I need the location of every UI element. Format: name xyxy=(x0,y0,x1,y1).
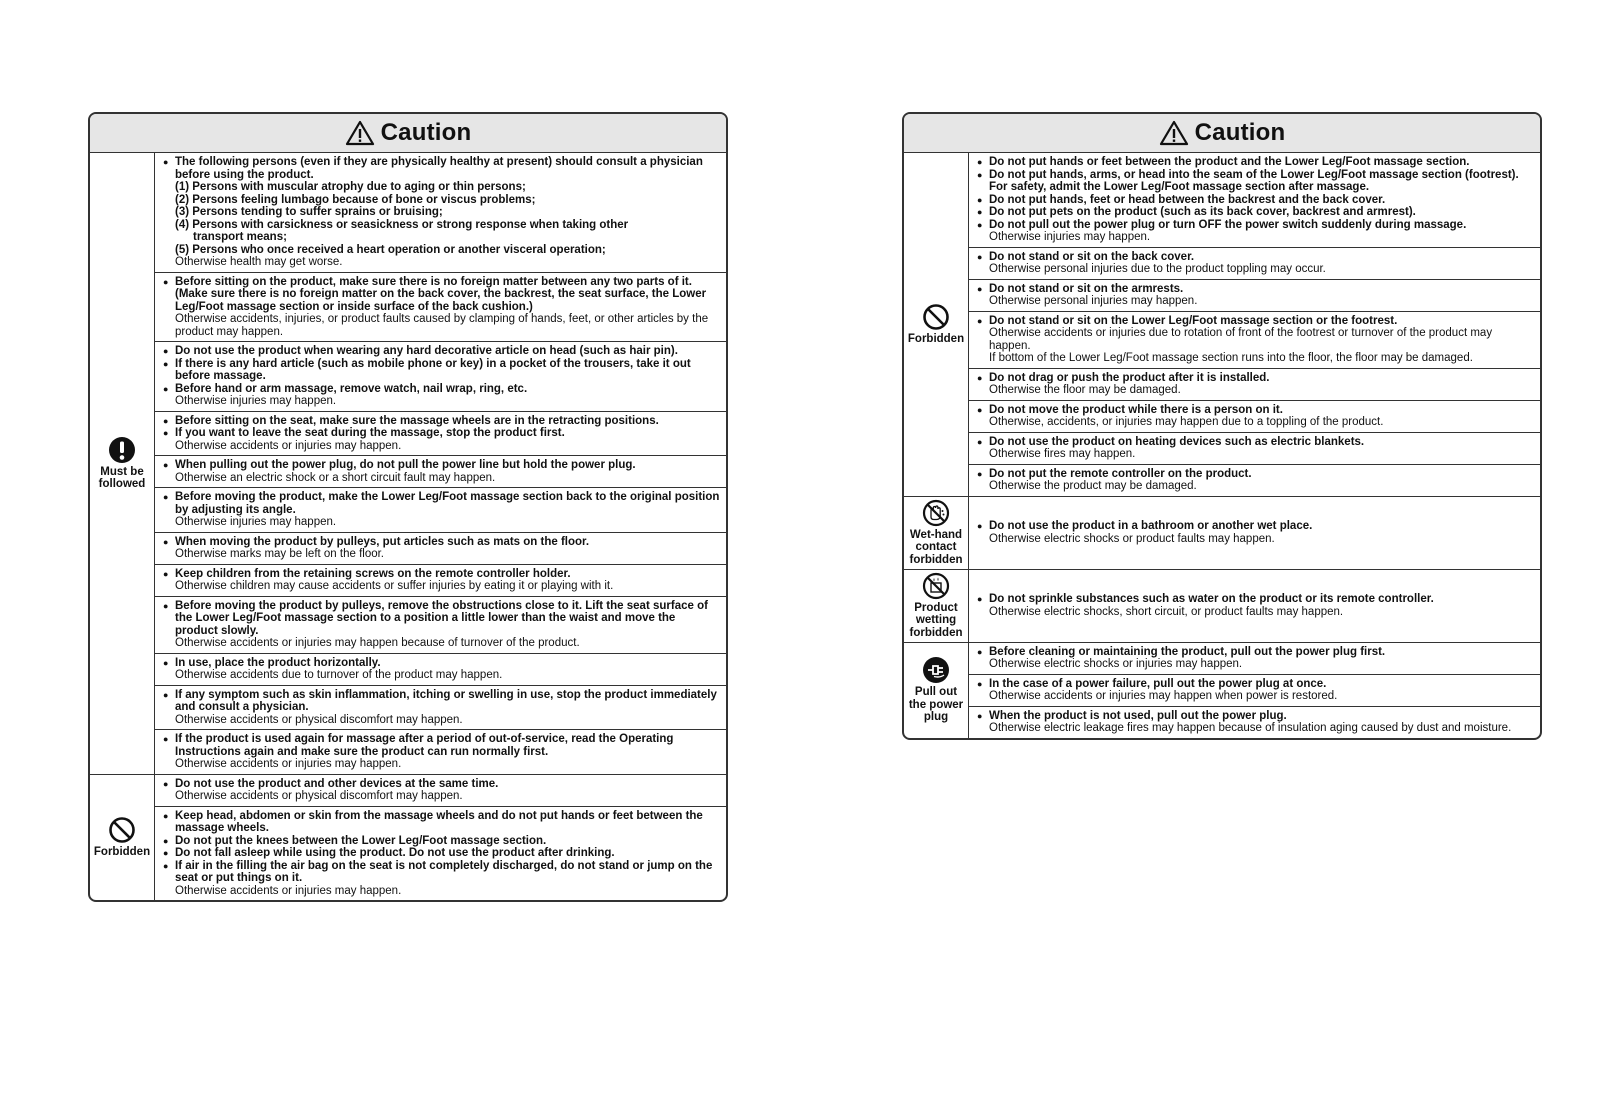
bullet-text: When the product is not used, pull out the power plug. xyxy=(989,709,1287,722)
bullet-point xyxy=(163,568,720,581)
bullet-point xyxy=(163,427,720,440)
section-items xyxy=(969,497,1540,569)
section-symbol xyxy=(904,643,969,738)
consequence-note: Otherwise marks may be left on the floor. xyxy=(175,548,385,560)
bullet-dot-icon: ● xyxy=(977,207,983,217)
caution-item xyxy=(155,153,726,273)
bullet-dot-icon: ● xyxy=(977,169,983,180)
consequence-note: Otherwise electric shocks or product faults may happen. xyxy=(989,532,1275,545)
bullet-text: Keep head, abdomen or skin from the massage wheels and do not put hands or feet between the massage wheels. xyxy=(175,809,703,834)
bullet-text: Do not drag or push the product after it is installed. xyxy=(989,371,1270,384)
bold-line: transport means; xyxy=(193,231,287,243)
bullet-text: Before moving the product, make the Lower Leg/Foot massage section back to the original position by adjusting its angle. xyxy=(175,491,720,516)
consequence-note: If bottom of the Lower Leg/Foot massage section runs into the floor, the floor may be damaged. xyxy=(989,352,1473,364)
caution-item xyxy=(969,248,1540,280)
bullet-text: The following persons (even if they are physically healthy at present) should consult a physician before using the product. xyxy=(175,156,703,181)
bullet-text: In the case of a power failure, pull out the power plug at once. xyxy=(989,677,1327,690)
consequence-note: Otherwise the floor may be damaged. xyxy=(989,384,1181,396)
bullet-dot-icon: ● xyxy=(163,536,169,547)
section-symbol xyxy=(90,153,155,774)
consequence-note: Otherwise the product may be damaged. xyxy=(989,480,1197,492)
warning-triangle-icon xyxy=(1159,120,1189,146)
unplug-icon xyxy=(922,656,950,686)
bullet-point xyxy=(977,315,1534,328)
caution-item xyxy=(969,707,1540,738)
bullet-dot-icon: ● xyxy=(163,835,169,846)
bullet-dot-icon: ● xyxy=(977,372,983,383)
bullet-text: Do not move the product while there is a person on it. xyxy=(989,403,1283,416)
bullet-dot-icon: ● xyxy=(163,383,169,394)
caution-item xyxy=(969,369,1540,401)
caution-item xyxy=(155,775,726,807)
consequence-note: Otherwise injuries may happen. xyxy=(175,516,337,528)
consequence-note: Otherwise accidents or physical discomfort may happen. xyxy=(175,790,463,802)
bullet-point xyxy=(977,156,1534,169)
bullet-text: Do not put pets on the product (such as its back cover, backrest and armrest). xyxy=(989,206,1416,218)
section-items xyxy=(155,775,726,901)
prohibited-icon xyxy=(922,303,950,333)
bullet-text: Do not pull out the power plug or turn OFF the power switch suddenly during massage. xyxy=(989,218,1467,231)
bullet-dot-icon: ● xyxy=(163,810,169,821)
bullet-dot-icon: ● xyxy=(977,594,983,604)
caution-item xyxy=(155,807,726,901)
caution-item xyxy=(969,570,1540,642)
bullet-point xyxy=(163,810,720,835)
bullet-dot-icon: ● xyxy=(977,436,983,447)
section-items xyxy=(155,153,726,774)
caution-item xyxy=(969,465,1540,496)
bullet-text: Do not put the knees between the Lower Leg/Foot massage section. xyxy=(175,834,547,847)
caution-item xyxy=(155,488,726,533)
section-label: Forbidden xyxy=(907,333,965,345)
consequence-note: Otherwise personal injuries due to the product toppling may occur. xyxy=(989,263,1326,275)
panel-body xyxy=(904,153,1540,738)
consequence-note: Otherwise children may cause accidents or suffer injuries by eating it or playing with it. xyxy=(175,580,614,592)
bullet-dot-icon: ● xyxy=(977,646,983,657)
bold-line: (1) Persons with muscular atrophy due to aging or thin persons; xyxy=(175,181,526,193)
bullet-dot-icon: ● xyxy=(977,251,983,262)
caution-item xyxy=(969,280,1540,312)
bullet-dot-icon: ● xyxy=(977,468,983,479)
caution-section xyxy=(904,153,1540,497)
caution-item xyxy=(969,153,1540,248)
caution-item xyxy=(155,273,726,343)
bullet-dot-icon: ● xyxy=(163,276,169,287)
caution-section xyxy=(904,570,1540,643)
bullet-text: Do not put hands, arms, or head into the seam of the Lower Leg/Foot massage section (footrest). xyxy=(989,168,1519,181)
bullet-dot-icon: ● xyxy=(163,860,169,871)
bullet-text: If any symptom such as skin inflammation, itching or swelling in use, stop the product immediately and consult a physician. xyxy=(175,688,717,713)
bullet-text: Do not stand or sit on the Lower Leg/Foot massage section or the footrest. xyxy=(989,314,1398,327)
bullet-point xyxy=(977,468,1534,481)
bullet-text: If there is any hard article (such as mobile phone or key) in a pocket of the trousers, take it out before massage. xyxy=(175,357,691,382)
consequence-note: Otherwise accidents due to turnover of the product may happen. xyxy=(175,669,503,681)
consequence-note: Otherwise electric shocks or injuries may happen. xyxy=(989,658,1243,670)
bullet-dot-icon: ● xyxy=(163,346,169,356)
panel-header xyxy=(904,114,1540,153)
caution-panel-right xyxy=(902,112,1542,740)
bullet-point xyxy=(977,520,1534,533)
consequence-note: Otherwise fires may happen. xyxy=(989,448,1136,460)
section-symbol xyxy=(904,153,969,496)
bullet-dot-icon: ● xyxy=(163,460,169,470)
bullet-dot-icon: ● xyxy=(163,600,169,611)
bold-line: (4) Persons with carsickness or seasickness or strong response when taking other xyxy=(175,218,629,231)
bullet-dot-icon: ● xyxy=(977,194,983,205)
section-label: Product wetting forbidden xyxy=(909,601,963,639)
consequence-note: Otherwise accidents or injuries may happen because of turnover of the product. xyxy=(175,637,580,649)
caution-item xyxy=(155,412,726,457)
consequence-note: Otherwise an electric shock or a short circuit fault may happen. xyxy=(175,471,496,484)
caution-item xyxy=(155,565,726,597)
caution-item xyxy=(155,686,726,731)
bullet-text: Do not use the product in a bathroom or another wet place. xyxy=(989,520,1313,532)
bullet-text: If air in the filling the air bag on the seat is not completely discharged, do not stand or jump on the seat or put things on it. xyxy=(175,859,713,884)
bullet-dot-icon: ● xyxy=(977,710,983,721)
bullet-point xyxy=(163,600,720,638)
bullet-text: Before sitting on the product, make sure there is no foreign matter between any two parts of it. xyxy=(175,275,692,288)
bullet-point xyxy=(163,383,720,396)
consequence-note: Otherwise accidents, injuries, or product faults caused by clamping of hands, feet, or other articles by the product may happen. xyxy=(175,313,709,338)
bullet-point xyxy=(977,710,1534,723)
bullet-dot-icon: ● xyxy=(163,568,169,579)
consequence-note: Otherwise accidents or injuries may happen. xyxy=(175,884,402,897)
warning-triangle-icon xyxy=(345,120,375,146)
bold-line: (2) Persons feeling lumbago because of bone or viscus problems; xyxy=(175,193,536,206)
bullet-dot-icon: ● xyxy=(163,689,169,700)
caution-item xyxy=(155,456,726,488)
bullet-text: If the product is used again for massage after a period of out-of-service, read the Operating Instructions again and make sure the product can run normally first. xyxy=(175,733,674,758)
bullet-text: Do not put hands or feet between the product and the Lower Leg/Foot massage section. xyxy=(989,156,1470,168)
bullet-text: Before moving the product by pulleys, remove the obstructions close to it. Lift the seat surface of the Lower Leg/Foot massage section to a position a little lower than the waist and move the product slowly. xyxy=(175,599,708,637)
panel-title: Caution xyxy=(380,119,472,146)
section-items xyxy=(969,153,1540,496)
section-symbol xyxy=(90,775,155,901)
no-water-icon xyxy=(922,572,950,602)
bullet-text: Do not fall asleep while using the product. Do not use the product after drinking. xyxy=(175,847,615,859)
bullet-dot-icon: ● xyxy=(977,219,983,230)
bullet-point xyxy=(977,194,1534,207)
caution-item xyxy=(155,597,726,654)
bullet-point xyxy=(977,283,1534,296)
consequence-note: Otherwise injuries may happen. xyxy=(175,395,337,407)
bullet-point xyxy=(977,436,1534,449)
panel-body xyxy=(90,153,726,900)
bullet-text: When moving the product by pulleys, put articles such as mats on the floor. xyxy=(175,535,590,548)
bullet-dot-icon: ● xyxy=(977,521,983,531)
bullet-dot-icon: ● xyxy=(163,848,169,858)
consequence-note: Otherwise accidents or injuries may happen when power is restored. xyxy=(989,690,1338,702)
bullet-dot-icon: ● xyxy=(163,157,169,167)
bullet-dot-icon: ● xyxy=(977,404,983,415)
bullet-point xyxy=(163,345,720,358)
bullet-point xyxy=(163,415,720,428)
prohibited-icon xyxy=(108,816,136,846)
consequence-note: Otherwise electric leakage fires may happen because of insulation aging caused by dust and moisture. xyxy=(989,722,1512,734)
caution-item xyxy=(969,643,1540,675)
panel-title: Caution xyxy=(1194,119,1286,146)
caution-section xyxy=(904,497,1540,570)
bullet-text: If you want to leave the seat during the massage, stop the product first. xyxy=(175,427,565,439)
bullet-text: Do not stand or sit on the back cover. xyxy=(989,250,1195,263)
bullet-dot-icon: ● xyxy=(977,157,983,167)
section-label: Must be followed xyxy=(98,465,146,491)
consequence-note: Otherwise health may get worse. xyxy=(175,256,343,268)
bullet-point xyxy=(163,835,720,848)
bullet-point xyxy=(163,358,720,383)
section-symbol xyxy=(904,570,969,642)
wet-hand-forbidden-icon xyxy=(922,499,950,529)
caution-item xyxy=(969,401,1540,433)
bullet-text: Do not put hands, feet or head between the backrest and the back cover. xyxy=(989,193,1386,206)
bullet-dot-icon: ● xyxy=(163,734,169,744)
section-label: Forbidden xyxy=(93,846,151,858)
bullet-point xyxy=(163,491,720,516)
caution-item xyxy=(969,433,1540,465)
bullet-point xyxy=(163,733,720,758)
caution-item xyxy=(155,342,726,412)
bullet-text: Keep children from the retaining screws on the remote controller holder. xyxy=(175,567,571,580)
section-label: Pull out the power plug xyxy=(908,686,964,724)
caution-item xyxy=(969,675,1540,707)
bullet-point xyxy=(977,169,1534,182)
bullet-point xyxy=(977,372,1534,385)
caution-item xyxy=(155,654,726,686)
bullet-text: Before hand or arm massage, remove watch, nail wrap, ring, etc. xyxy=(175,382,528,395)
bullet-point xyxy=(163,689,720,714)
section-symbol xyxy=(904,497,969,569)
bullet-point xyxy=(977,251,1534,264)
bullet-text: Before cleaning or maintaining the product, pull out the power plug first. xyxy=(989,645,1386,658)
bullet-point xyxy=(163,276,720,289)
bullet-text: Before sitting on the seat, make sure the massage wheels are in the retracting positions. xyxy=(175,414,659,427)
consequence-note: Otherwise personal injuries may happen. xyxy=(989,295,1198,307)
mandatory-icon xyxy=(108,436,136,466)
bullet-point xyxy=(163,156,720,181)
bullet-point xyxy=(163,657,720,670)
bullet-point xyxy=(977,219,1534,232)
consequence-note: Otherwise injuries may happen. xyxy=(989,231,1151,243)
bullet-point xyxy=(163,459,720,472)
bullet-dot-icon: ● xyxy=(163,492,169,502)
bullet-point xyxy=(163,778,720,791)
bullet-text: Do not put the remote controller on the product. xyxy=(989,467,1252,480)
bullet-point xyxy=(977,593,1534,606)
consequence-note: Otherwise accidents or physical discomfort may happen. xyxy=(175,713,463,726)
caution-item xyxy=(969,312,1540,369)
bullet-text: In use, place the product horizontally. xyxy=(175,656,381,669)
caution-section xyxy=(904,643,1540,738)
bullet-text: Do not use the product on heating devices such as electric blankets. xyxy=(989,435,1365,448)
bullet-text: Do not stand or sit on the armrests. xyxy=(989,282,1184,295)
bullet-point xyxy=(163,847,720,860)
bullet-text: Do not sprinkle substances such as water on the product or its remote controller. xyxy=(989,593,1434,605)
bullet-dot-icon: ● xyxy=(163,358,169,369)
bold-line: (5) Persons who once received a heart operation or another visceral operation; xyxy=(175,243,606,256)
section-items xyxy=(969,643,1540,738)
caution-section xyxy=(90,775,726,901)
consequence-note: Otherwise accidents or injuries due to rotation of front of the footrest or turnover of the product may happen. xyxy=(989,327,1493,352)
bold-line: (Make sure there is no foreign matter on the back cover, the backrest, the seat surface, the Lower Leg/Foot massage section or inside surface of the back cushion.) xyxy=(175,288,707,313)
bullet-dot-icon: ● xyxy=(977,315,983,326)
consequence-note: Otherwise, accidents, or injuries may happen due to a toppling of the product. xyxy=(989,416,1384,428)
bullet-dot-icon: ● xyxy=(163,657,169,668)
bullet-dot-icon: ● xyxy=(163,428,169,438)
panel-header xyxy=(90,114,726,153)
caution-item xyxy=(155,730,726,774)
bullet-text: When pulling out the power plug, do not pull the power line but hold the power plug. xyxy=(175,459,636,471)
section-items xyxy=(969,570,1540,642)
bullet-dot-icon: ● xyxy=(977,678,983,689)
bold-line: For safety, admit the Lower Leg/Foot massage section after massage. xyxy=(989,181,1370,193)
caution-section xyxy=(90,153,726,775)
bullet-dot-icon: ● xyxy=(163,415,169,426)
bullet-point xyxy=(977,646,1534,659)
section-label: Wet-hand contact forbidden xyxy=(909,528,963,566)
bullet-point xyxy=(977,678,1534,691)
bullet-text: Do not use the product when wearing any hard decorative article on head (such as hair pin). xyxy=(175,345,678,357)
caution-item xyxy=(155,533,726,565)
bullet-point xyxy=(977,206,1534,219)
caution-panel-left xyxy=(88,112,728,902)
bullet-point xyxy=(163,860,720,885)
consequence-note: Otherwise electric shocks, short circuit, or product faults may happen. xyxy=(989,605,1344,618)
bullet-dot-icon: ● xyxy=(163,778,169,789)
bullet-text: Do not use the product and other devices at the same time. xyxy=(175,777,499,790)
bullet-dot-icon: ● xyxy=(977,283,983,294)
bold-line: (3) Persons tending to suffer sprains or bruising; xyxy=(175,206,443,218)
consequence-note: Otherwise accidents or injuries may happen. xyxy=(175,758,402,770)
bullet-point xyxy=(163,536,720,549)
consequence-note: Otherwise accidents or injuries may happen. xyxy=(175,439,402,452)
caution-item xyxy=(969,497,1540,569)
bullet-point xyxy=(977,404,1534,417)
